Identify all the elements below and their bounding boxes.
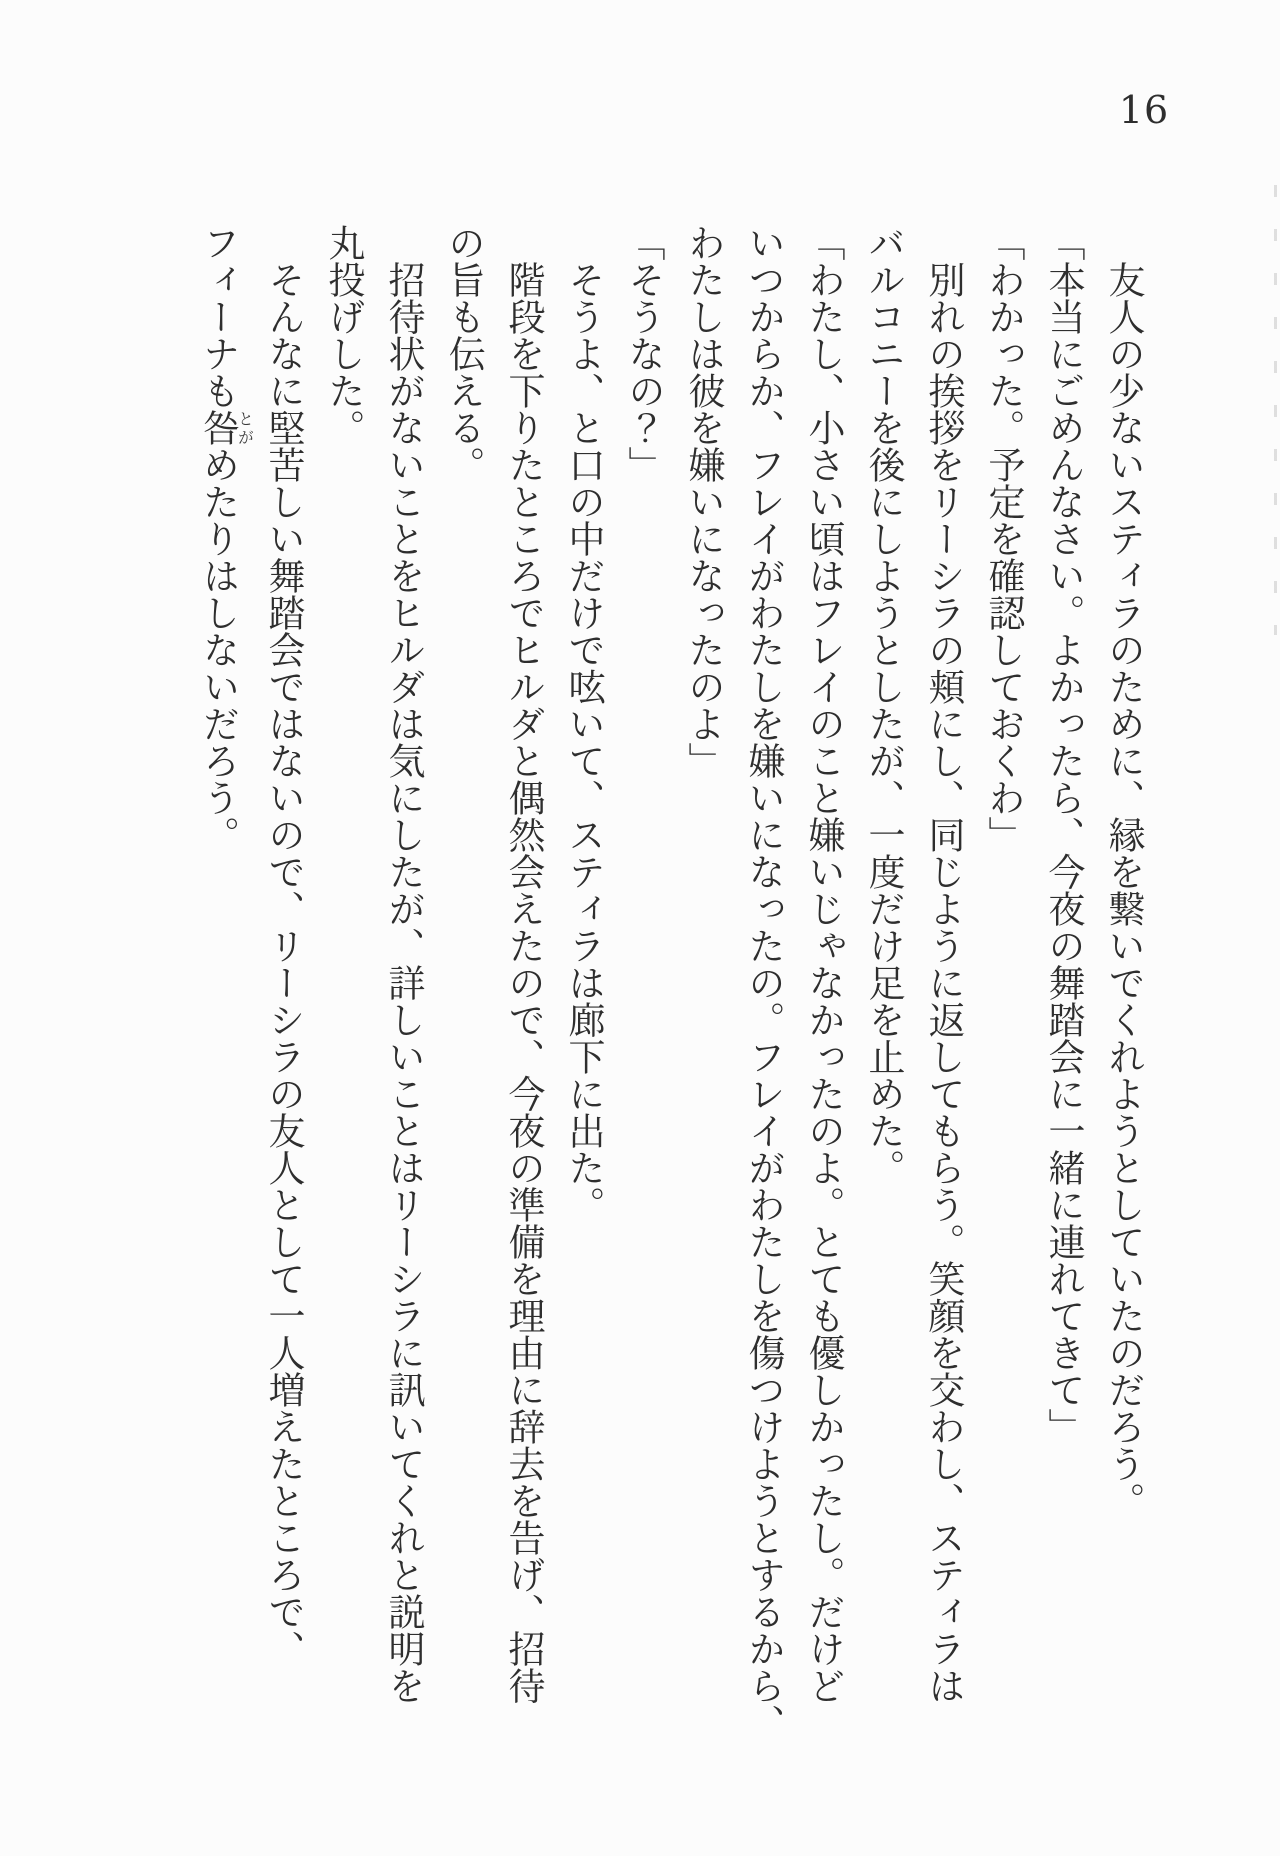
text-line	[188, 224, 254, 1746]
text-line: 招待状がないことをヒルダは気にしたが、詳しいことはリーシラに訊いてくれと説明を	[382, 224, 425, 1704]
text-line: バルコニーを後にしようとしたが、一度だけ足を止めた。	[862, 224, 905, 1186]
ruby-base: 咎	[196, 409, 240, 446]
text-line: 「わたし、小さい頃はフレイのこと嫌いじゃなかったのよ。とても優しかったし。だけど	[802, 224, 845, 1704]
text-line: 「わかった。予定を確認しておくわ」	[982, 224, 1025, 853]
text-line: わたしは彼を嫌いになったのよ」	[682, 224, 725, 779]
text-line: そうよ、と口の中だけで呟いて、スティラは廊下に出た。	[562, 224, 605, 1223]
page-number: 16	[1118, 88, 1170, 132]
body-text	[188, 224, 1154, 1746]
text-segment: フィーナも	[196, 224, 240, 409]
text-line: 階段を下りたところでヒルダと偶然会えたので、今夜の準備を理由に辞去を告げ、招待	[502, 224, 545, 1704]
text-line: 丸投げした。	[322, 224, 365, 446]
scan-edge-artifact	[1274, 185, 1277, 635]
ruby-text: とが	[235, 409, 255, 446]
text-line: 「そうなの？」	[622, 224, 665, 483]
text-line: 友人の少ないスティラのために、縁を繋いでくれようとしていたのだろう。	[1102, 224, 1145, 1519]
text-line: 「本当にごめんなさい。よかったら、今夜の舞踏会に一緒に連れてきて」	[1042, 224, 1085, 1445]
text-line: いつからか、フレイがわたしを嫌いになったの。フレイがわたしを傷つけようとするから、	[742, 224, 785, 1741]
text-line: の旨も伝える。	[442, 224, 485, 483]
text-line: 別れの挨拶をリーシラの頬にし、同じように返してもらう。笑顔を交わし、スティラは	[922, 224, 965, 1704]
text-line: そんなに堅苦しい舞踏会ではないので、リーシラの友人として一人増えたところで、	[262, 224, 305, 1667]
text-segment: めたりはしないだろう。	[196, 446, 240, 853]
ruby-annotation	[196, 409, 255, 446]
